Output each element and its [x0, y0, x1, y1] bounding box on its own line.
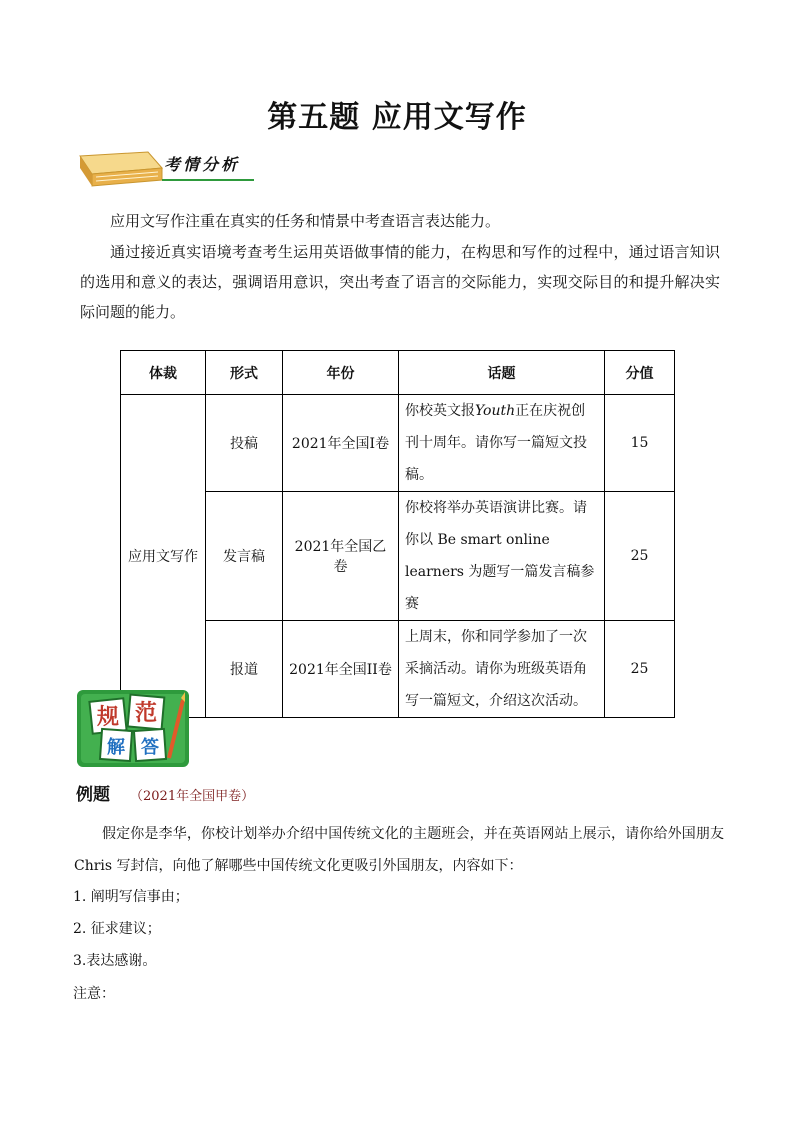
form-cell: 发言稿 [206, 492, 283, 621]
list-item: 3.表达感谢。 [73, 953, 157, 969]
intro-paragraph-2: 通过接近真实语境考查考生运用英语做事情的能力，在构思和写作的过程中，通过语言知识的选用和意义的表达，强调语用意识，突出考查了语言的交际能力，实现交际目的和提升解决实际问题的能力。 [80, 243, 720, 321]
topic-text-a: 你校英文报 [405, 403, 475, 419]
topic-emphasis: Youth [475, 403, 516, 419]
badge-graphic [77, 690, 189, 767]
topic-cell: 上周末，你和同学参加了一次采摘活动。请你为班级英语角写一篇短文，介绍这次活动。 [399, 621, 605, 718]
header-genre: 体裁 [121, 351, 206, 395]
example-heading: 例题 [76, 785, 110, 805]
badge-char-1: 规 [96, 705, 120, 730]
example-prompt: 假定你是李华，你校计划举办介绍中国传统文化的主题班会，并在英语网站上展示，请你给外国朋友Chris 写封信，向他了解哪些中国传统文化更吸引外国朋友，内容如下： [74, 826, 724, 874]
header-year: 年份 [283, 351, 399, 395]
example-source: （2021年全国甲卷） [130, 789, 255, 804]
intro-paragraph-1: 应用文写作注重在真实的任务和情景中考查语言表达能力。 [110, 212, 501, 230]
form-cell: 报道 [206, 621, 283, 718]
badge-char-4: 答 [141, 737, 159, 758]
score-cell: 25 [605, 492, 675, 621]
genre-cell: 应用文写作 [121, 395, 206, 718]
badge-char-2: 范 [134, 701, 158, 726]
analysis-banner [78, 146, 258, 188]
standard-answer-badge [77, 690, 189, 767]
year-cell: 2021年全国II卷 [283, 621, 399, 718]
banner-label: 考情分析 [164, 155, 241, 174]
list-item: 1. 阐明写信事由； [73, 889, 189, 905]
topic-cell [399, 395, 605, 492]
exam-table [120, 350, 675, 718]
header-form: 形式 [206, 351, 283, 395]
header-score: 分值 [605, 351, 675, 395]
score-cell: 15 [605, 395, 675, 492]
page-title: 第五题 应用文写作 [267, 100, 527, 135]
badge-char-3: 解 [107, 737, 125, 758]
year-cell: 2021年全国I卷 [283, 395, 399, 492]
topic-cell: 你校将举办英语演讲比赛。请你以 Be smart online learners 为题写一篇发言稿参赛 [399, 492, 605, 621]
list-item: 注意： [73, 986, 115, 1002]
form-cell: 投稿 [206, 395, 283, 492]
score-cell: 25 [605, 621, 675, 718]
table-row [121, 395, 675, 492]
year-cell: 2021年全国乙卷 [283, 492, 399, 621]
table-header-row [121, 351, 675, 395]
list-item: 2. 征求建议； [73, 921, 161, 937]
topic-text-b: 正在庆祝创刊十周年。请你写一篇短文投稿。 [405, 403, 587, 483]
header-topic: 话题 [399, 351, 605, 395]
